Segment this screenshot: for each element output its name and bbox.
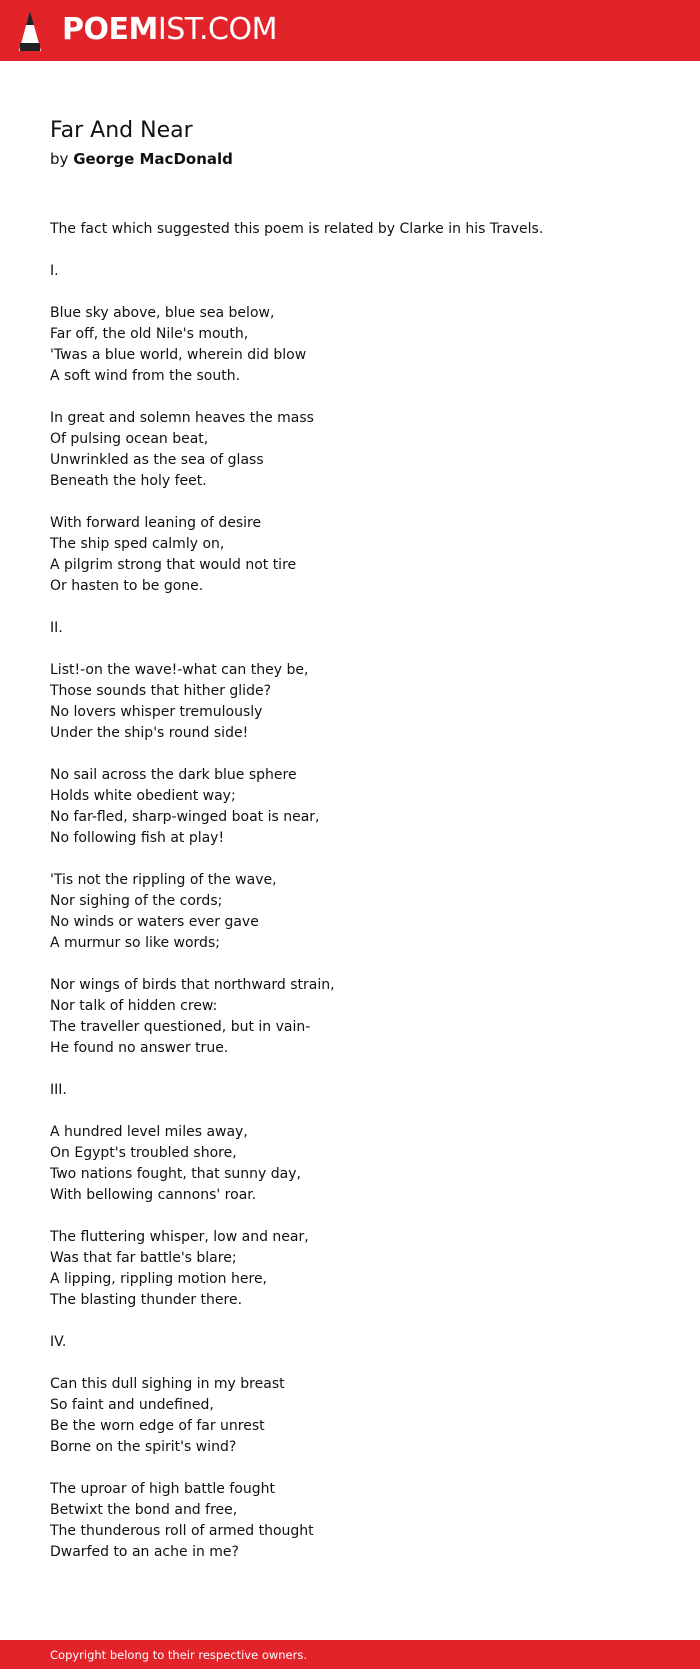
copyright-text: Copyright belong to their respective owners.: [50, 1648, 308, 1662]
poem-line: List!-on the wave!-what can they be,: [50, 662, 309, 678]
poem-line: Holds white obedient way;: [50, 788, 236, 804]
brand-bold: POEM: [62, 12, 158, 47]
poem-line: A pilgrim strong that would not tire: [50, 557, 297, 573]
poem-line: The fact which suggested this poem is related by Clarke in his Travels.: [50, 221, 544, 237]
stanza-break: [50, 1353, 670, 1374]
stanza-break: [50, 492, 670, 513]
poem-line: Two nations fought, that sunny day,: [50, 1166, 301, 1182]
poem-line: Under the ship's round side!: [50, 725, 249, 741]
stanza-break: [50, 744, 670, 765]
poem-line: Be the worn edge of far unrest: [50, 1418, 265, 1434]
poem-line: A lipping, rippling motion here,: [50, 1271, 268, 1287]
poem-line: Nor talk of hidden crew:: [50, 998, 218, 1014]
stanza-break: [50, 1101, 670, 1122]
poem-line: Can this dull sighing in my breast: [50, 1376, 285, 1392]
stanza-break: [50, 1206, 670, 1227]
poem-line: Betwixt the bond and free,: [50, 1502, 238, 1518]
poem-line: I.: [50, 263, 59, 279]
stanza-break: [50, 1311, 670, 1332]
poem-line: No far-fled, sharp-winged boat is near,: [50, 809, 320, 825]
poem-line: Was that far battle's blare;: [50, 1250, 237, 1266]
poem-line: A murmur so like words;: [50, 935, 220, 951]
poem-line: The thunderous roll of armed thought: [50, 1523, 314, 1539]
site-header: [0, 0, 700, 61]
poem-line: Borne on the spirit's wind?: [50, 1439, 237, 1455]
poem-line: With forward leaning of desire: [50, 515, 262, 531]
poem-line: The blasting thunder there.: [50, 1292, 243, 1308]
poem-line: Dwarfed to an ache in me?: [50, 1544, 239, 1560]
poem-line: No sail across the dark blue sphere: [50, 767, 297, 783]
stanza-break: [50, 954, 670, 975]
stanza-break: [50, 597, 670, 618]
stanza-break: [50, 639, 670, 660]
stanza-break: [50, 1458, 670, 1479]
poem-line: 'Tis not the rippling of the wave,: [50, 872, 277, 888]
poem-line: A hundred level miles away,: [50, 1124, 248, 1140]
site-brand-link[interactable]: [62, 12, 277, 48]
poem-line: No following fish at play!: [50, 830, 225, 846]
poem-line: III.: [50, 1082, 67, 1098]
poem-line: No winds or waters ever gave: [50, 914, 259, 930]
stanza-break: [50, 240, 670, 261]
poem-line: The uproar of high battle fought: [50, 1481, 275, 1497]
poem-line: Beneath the holy feet.: [50, 473, 207, 489]
poem-line: So faint and undefined,: [50, 1397, 214, 1413]
poem-line: On Egypt's troubled shore,: [50, 1145, 237, 1161]
poem-title: Far And Near: [50, 118, 193, 143]
poem-line: With bellowing cannons' roar.: [50, 1187, 257, 1203]
poem-line: The fluttering whisper, low and near,: [50, 1229, 309, 1245]
brand-light: IST.COM: [157, 12, 277, 47]
stanza-break: [50, 282, 670, 303]
poem-line: Nor wings of birds that northward strain,: [50, 977, 335, 993]
stanza-break: [50, 849, 670, 870]
pencil-tip-icon[interactable]: [17, 10, 43, 52]
poem-line: No lovers whisper tremulously: [50, 704, 263, 720]
poem-line: He found no answer true.: [50, 1040, 229, 1056]
poem-line: Of pulsing ocean beat,: [50, 431, 209, 447]
poem-body: [50, 219, 670, 1563]
poem-line: Blue sky above, blue sea below,: [50, 305, 275, 321]
poem-line: The traveller questioned, but in vain-: [50, 1019, 311, 1035]
by-prefix: by: [50, 150, 69, 168]
poem-line: A soft wind from the south.: [50, 368, 241, 384]
stanza-break: [50, 387, 670, 408]
poem-line: In great and solemn heaves the mass: [50, 410, 314, 426]
poem-line: Far off, the old Nile's mouth,: [50, 326, 249, 342]
poem-line: Or hasten to be gone.: [50, 578, 204, 594]
poem-line: IV.: [50, 1334, 67, 1350]
site-footer: [0, 1640, 700, 1669]
author-name: George MacDonald: [73, 150, 233, 168]
poem-byline: [50, 148, 233, 170]
poem-line: Nor sighing of the cords;: [50, 893, 223, 909]
poem-line: The ship sped calmly on,: [50, 536, 225, 552]
poem-line: II.: [50, 620, 63, 636]
poem-line: Unwrinkled as the sea of glass: [50, 452, 264, 468]
poem-line: 'Twas a blue world, wherein did blow: [50, 347, 307, 363]
stanza-break: [50, 1059, 670, 1080]
poem-line: Those sounds that hither glide?: [50, 683, 272, 699]
